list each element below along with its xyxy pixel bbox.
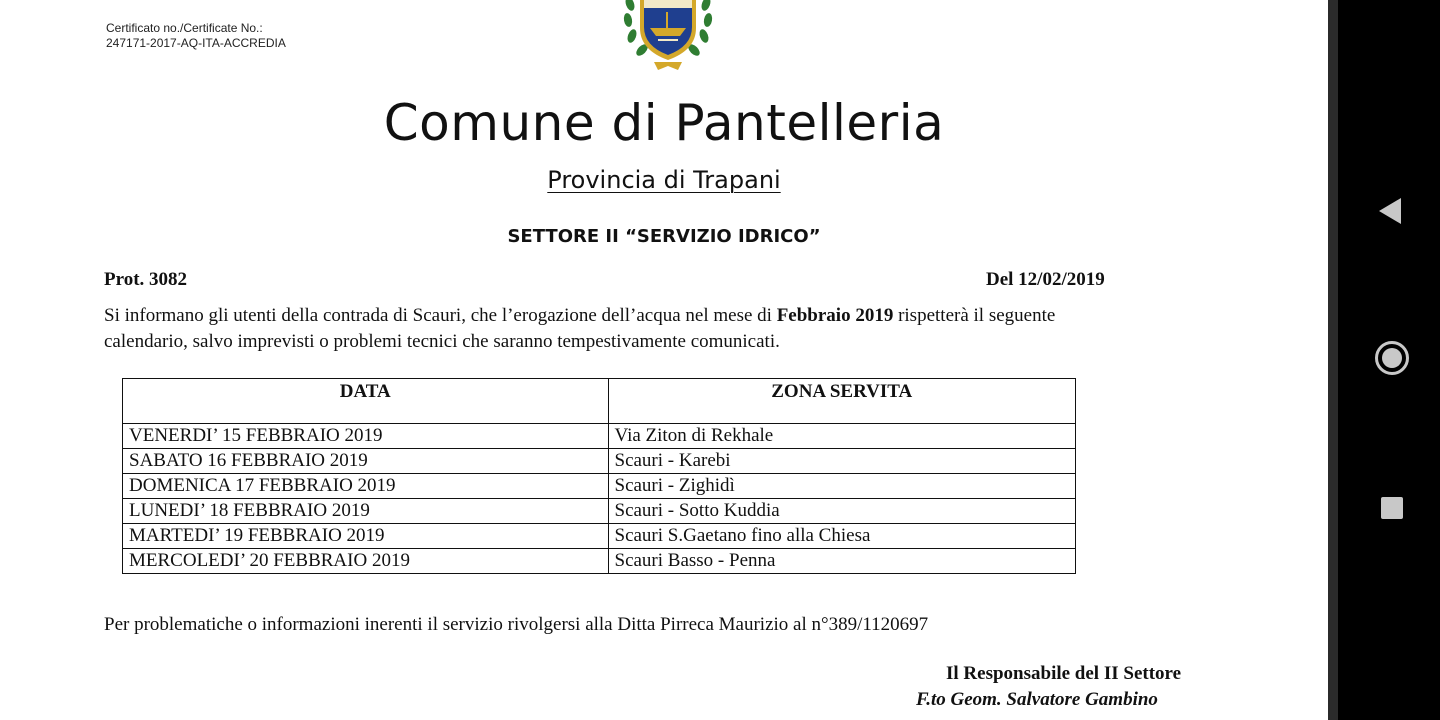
column-header-date: DATA — [123, 379, 609, 424]
province-name: Provincia di Trapani — [547, 166, 781, 194]
document-date: Del 12/02/2019 — [986, 269, 1105, 290]
schedule-table — [122, 378, 1076, 574]
intro-month: Febbraio 2019 — [776, 305, 894, 326]
page-subtitle — [0, 164, 1328, 196]
certificate-info — [106, 21, 286, 51]
municipal-crest-icon — [620, 0, 716, 72]
table-row — [123, 499, 1076, 524]
cell-date: MERCOLEDI’ 20 FEBBRAIO 2019 — [123, 549, 609, 574]
table-row — [123, 549, 1076, 574]
cell-date: MARTEDI’ 19 FEBBRAIO 2019 — [123, 524, 609, 549]
table-header-row — [123, 379, 1076, 424]
cell-date: VENERDI’ 15 FEBBRAIO 2019 — [123, 424, 609, 449]
cell-zone: Scauri S.Gaetano fino alla Chiesa — [608, 524, 1076, 549]
back-triangle-icon[interactable] — [1377, 196, 1405, 226]
intro-line-1 — [104, 303, 1234, 329]
cell-zone: Scauri - Zighidì — [608, 474, 1076, 499]
page-edge-divider — [1328, 0, 1338, 720]
cell-zone: Via Ziton di Rekhale — [608, 424, 1076, 449]
intro-paragraph — [104, 303, 1234, 355]
protocol-number: Prot. 3082 — [104, 269, 188, 290]
certificate-label: Certificato no./Certificate No.: — [106, 21, 263, 35]
table-row — [123, 424, 1076, 449]
navigation-bar — [1338, 0, 1440, 720]
cell-date: DOMENICA 17 FEBBRAIO 2019 — [123, 474, 609, 499]
column-header-zone: ZONA SERVITA — [608, 379, 1076, 424]
page-title: Comune di Pantelleria — [383, 94, 945, 152]
cell-zone: Scauri - Karebi — [608, 449, 1076, 474]
home-circle-icon[interactable] — [1374, 340, 1410, 376]
cell-date: SABATO 16 FEBBRAIO 2019 — [123, 449, 609, 474]
signature-role: Il Responsabile del II Settore — [946, 663, 1182, 684]
cell-zone: Scauri - Sotto Kuddia — [608, 499, 1076, 524]
intro-text-end: rispetterà il seguente — [893, 305, 1056, 326]
sector-heading: SETTORE II “SERVIZIO IDRICO” — [507, 226, 821, 247]
table-row — [123, 449, 1076, 474]
recent-apps-square-icon[interactable] — [1380, 496, 1404, 520]
certificate-number: 247171-2017-AQ-ITA-ACCREDIA — [106, 36, 286, 50]
intro-line-2: calendario, salvo imprevisti o problemi tecnici che saranno tempestivamente comunicati. — [104, 331, 780, 352]
table-row — [123, 524, 1076, 549]
cell-zone: Scauri Basso - Penna — [608, 549, 1076, 574]
cell-date: LUNEDI’ 18 FEBBRAIO 2019 — [123, 499, 609, 524]
table-row — [123, 474, 1076, 499]
intro-text-start: Si informano gli utenti della contrada di Scauri, che l’erogazione dell’acqua nel mese di — [104, 305, 777, 326]
contact-info: Per problematiche o informazioni inerenti il servizio rivolgersi alla Ditta Pirreca Maurizio al n°389/1120697 — [104, 614, 929, 635]
signature-name: F.to Geom. Salvatore Gambino — [916, 689, 1158, 710]
